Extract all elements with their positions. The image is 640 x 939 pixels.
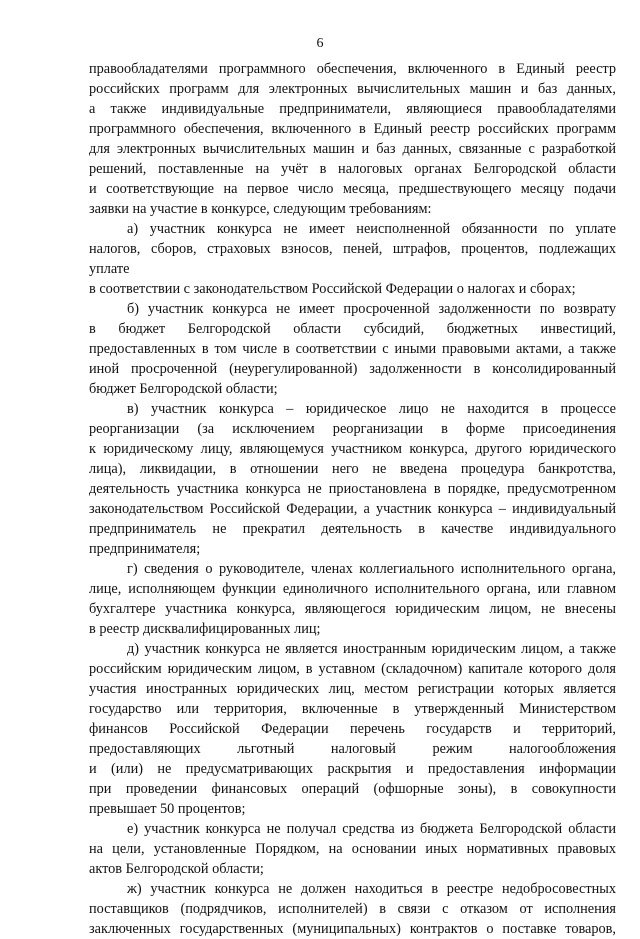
text-line: к юридическому лицу, являющемуся участником конкурса, другого юридического xyxy=(89,441,616,457)
text-line: законодательством Российской Федерации, а участник конкурса – индивидуальный xyxy=(89,501,616,517)
text-line: ж) участник конкурса не должен находиться в реестре недобросовестных xyxy=(127,881,616,897)
text-line: в реестр дисквалифицированных лиц; xyxy=(89,621,321,637)
text-line: предоставляющих льготный налоговый режим налогообложения xyxy=(89,741,616,757)
text-line: заключенных государственных (муниципальных) контрактов о поставке товаров, xyxy=(89,921,616,937)
text-line: при проведении финансовых операций (офшорные зоны), в совокупности xyxy=(89,781,616,797)
text-line: участия иностранных юридических лиц, местом регистрации которых является xyxy=(89,681,616,697)
text-line: решений, поставленные на учёт в налоговых органах Белгородской области xyxy=(89,161,616,177)
text-line: бюджет Белгородской области; xyxy=(89,381,278,397)
text-line: иной просроченной (неурегулированной) задолженности в консолидированный xyxy=(89,361,616,377)
text-line: государство или территория, включенные в утвержденный Министерством xyxy=(89,701,616,717)
text-line: финансов Российской Федерации перечень государств и территорий, xyxy=(89,721,616,737)
text-line: поставщиков (подрядчиков, исполнителей) в связи с отказом от исполнения xyxy=(89,901,616,917)
text-line: е) участник конкурса не получал средства из бюджета Белгородской области xyxy=(127,821,616,837)
text-line: для электронных вычислительных машин и баз данных, связанные с разработкой xyxy=(89,141,616,157)
text-line: российским юридическим лицом, в уставном (складочном) капитале которого доля xyxy=(89,661,616,677)
text-line: а) участник конкурса не имеет неисполненной обязанности по уплате xyxy=(127,221,616,237)
text-line: и соответствующие на первое число месяца, предшествующего месяцу подачи xyxy=(89,181,616,197)
text-line: правообладателями программного обеспечения, включенного в Единый реестр xyxy=(89,61,616,77)
text-line: предпринимателя; xyxy=(89,541,201,557)
text-line: г) сведения о руководителе, членах коллегиального исполнительного органа, xyxy=(127,561,616,577)
text-line: в бюджет Белгородской области субсидий, бюджетных инвестиций, xyxy=(89,321,616,337)
text-line: бухгалтере участника конкурса, являющегося юридическим лицом, не внесены xyxy=(89,601,616,617)
text-line: лице, исполняющем функции единоличного исполнительного органа, или главном xyxy=(89,581,616,597)
text-line: налогов, сборов, страховых взносов, пеней, штрафов, процентов, подлежащих xyxy=(89,241,616,257)
text-line: в) участник конкурса – юридическое лицо не находится в процессе xyxy=(127,401,616,417)
text-line: актов Белгородской области; xyxy=(89,861,264,877)
text-line: российских программ для электронных вычислительных машин и баз данных, xyxy=(89,81,616,97)
text-line: реорганизации (за исключением реорганизации в форме присоединения xyxy=(89,421,616,437)
text-line: д) участник конкурса не является иностранным юридическим лицом, а также xyxy=(127,641,616,657)
text-line: деятельность участника конкурса не приостановлена в порядке, предусмотренном xyxy=(89,481,616,497)
text-line: предоставленных в том числе в соответствии с иными правовыми актами, а также xyxy=(89,341,616,357)
text-line: на цели, установленные Порядком, на основании иных нормативных правовых xyxy=(89,841,616,857)
text-line: программного обеспечения, включенного в Единый реестр российских программ xyxy=(89,121,616,137)
text-line: и (или) не предусматривающих раскрытия и предоставления информации xyxy=(89,761,616,777)
text-line: предприниматель не прекратил деятельность в качестве индивидуального xyxy=(89,521,616,537)
body-text xyxy=(89,59,616,939)
text-line: б) участник конкурса не имеет просроченной задолженности по возврату xyxy=(127,301,616,317)
text-line: уплате xyxy=(89,261,130,277)
text-line: превышает 50 процентов; xyxy=(89,801,246,817)
text-line: лица), ликвидации, в отношении него не введена процедура банкротства, xyxy=(89,461,616,477)
page-number: 6 xyxy=(316,36,324,51)
text-line: в соответствии с законодательством Российской Федерации о налогах и сборах; xyxy=(89,281,576,297)
text-line: а также индивидуальные предприниматели, являющиеся правообладателями xyxy=(89,101,616,117)
text-line: заявки на участие в конкурсе, следующим требованиям: xyxy=(89,201,432,217)
